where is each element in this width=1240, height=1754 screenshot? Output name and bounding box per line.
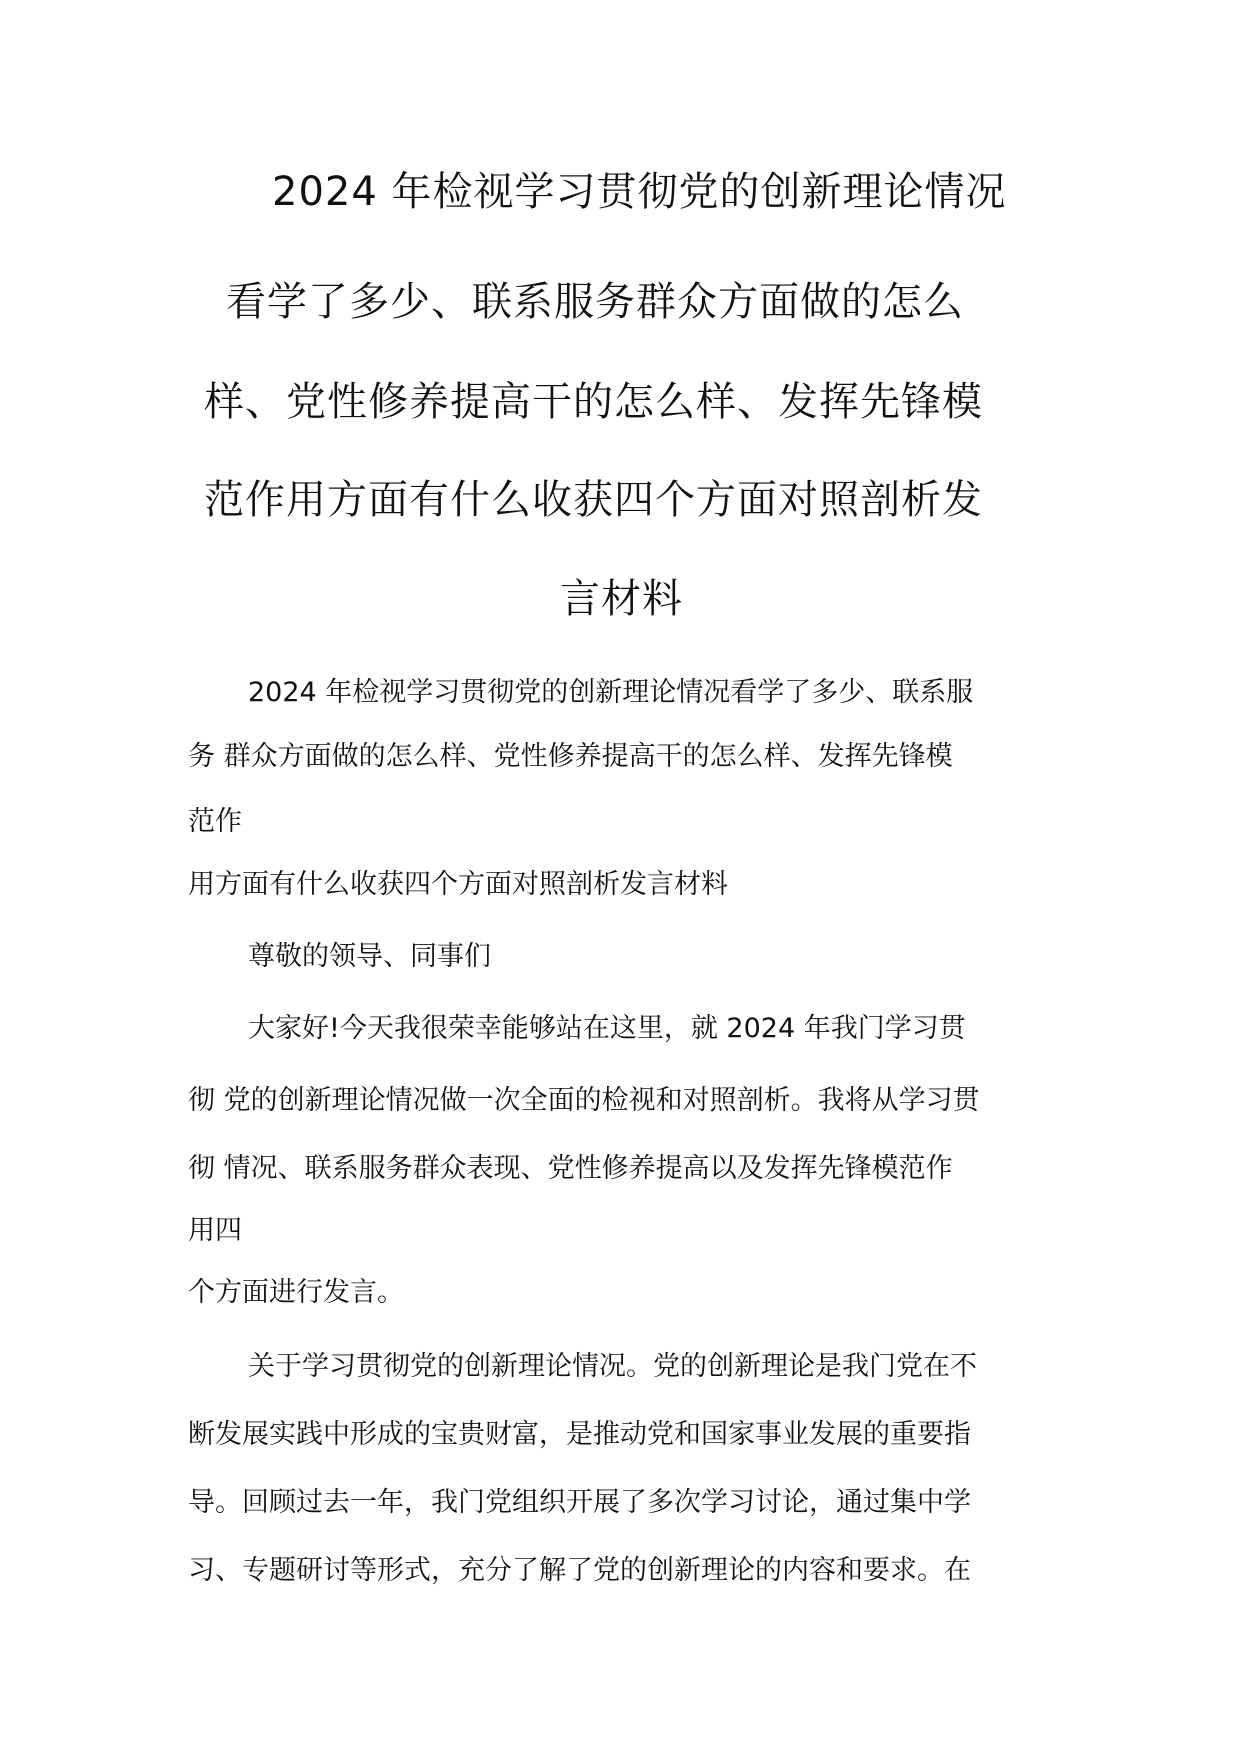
- intro-line-1: 大家好!今天我很荣幸能够站在这里，就 2024 年我门学习贯: [248, 1013, 966, 1044]
- title-line-4: 范作用方面有什么收获四个方面对照剖析发: [204, 477, 983, 523]
- section1-line-4: 习、专题研讨等形式，充分了解了党的创新理论的内容和要求。在: [188, 1555, 971, 1586]
- subtitle-line-4: 用方面有什么收获四个方面对照剖析发言材料: [188, 869, 728, 900]
- title-line-5: 言材料: [560, 576, 683, 622]
- title-line-2: 看学了多少、联系服务群众方面做的怎么: [226, 279, 964, 325]
- section1-line-2: 断发展实践中形成的宝贵财富，是推动党和国家事业发展的重要指: [188, 1419, 971, 1450]
- section1-line-3: 导。回顾过去一年，我门党组织开展了多次学习讨论，通过集中学: [188, 1487, 971, 1518]
- subtitle-line-1: 2024 年检视学习贯彻党的创新理论情况看学了多少、联系服: [248, 677, 974, 708]
- salutation: 尊敬的领导、同事们: [248, 941, 491, 972]
- subtitle-line-3: 范作: [188, 806, 242, 837]
- subtitle-line-2: 务 群众方面做的怎么样、党性修养提高干的怎么样、发挥先锋模: [188, 741, 953, 772]
- section1-line-1: 关于学习贯彻党的创新理论情况。党的创新理论是我门党在不: [248, 1351, 977, 1382]
- intro-line-4: 用四: [188, 1215, 242, 1246]
- intro-line-2: 彻 党的创新理论情况做一次全面的检视和对照剖析。我将从学习贯: [188, 1085, 980, 1116]
- intro-line-5: 个方面进行发言。: [188, 1277, 404, 1308]
- title-line-1: 2024 年检视学习贯彻党的创新理论情况: [272, 169, 1007, 215]
- title-line-3: 样、党性修养提高干的怎么样、发挥先锋模: [204, 379, 983, 425]
- intro-line-3: 彻 情况、联系服务群众表现、党性修养提高以及发挥先锋模范作: [188, 1153, 953, 1184]
